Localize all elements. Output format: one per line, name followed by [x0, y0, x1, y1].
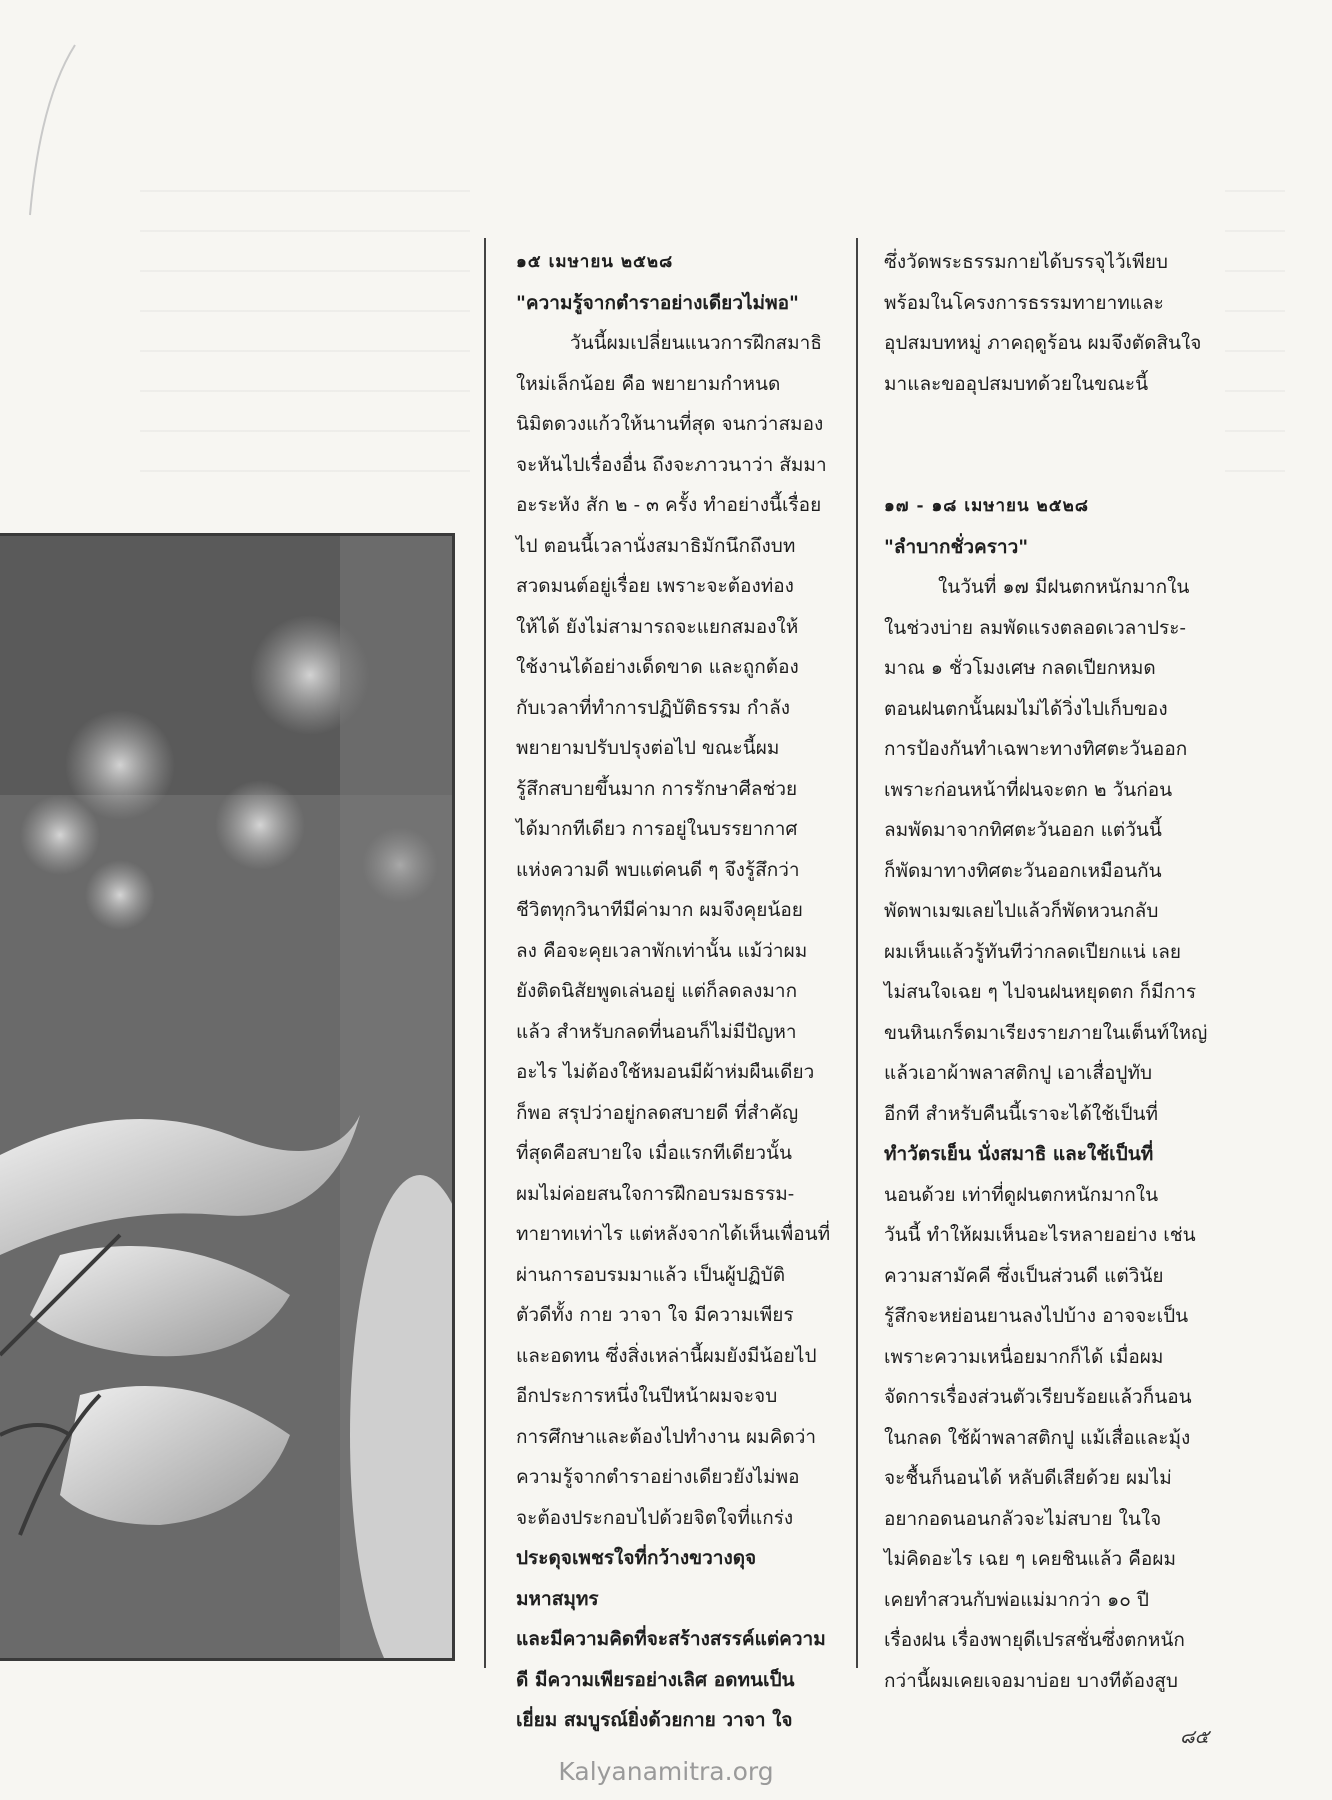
body-line: ผ่านการอบรมมาแล้ว เป็นผู้ปฏิบัติ	[516, 1263, 786, 1286]
body-line: เพราะความเหนื่อยมากก็ได้ เมื่อผม	[884, 1345, 1164, 1368]
column-rule-left	[484, 238, 486, 1668]
body-line: ก็พัดมาทางทิศตะวันออกเหมือนกัน	[884, 859, 1162, 882]
body-line: นิมิตดวงแก้วให้นานที่สุด จนกว่าสมอง	[516, 413, 824, 435]
body-line: ความสามัคคี ซึ่งเป็นส่วนดี แต่วินัย	[884, 1264, 1164, 1287]
body-line: อยากอดนอนกลัวจะไม่สบาย ในใจ	[884, 1507, 1162, 1530]
body-line: วันนี้ผมเปลี่ยนแนวการฝึกสมาธิ	[570, 332, 822, 354]
body-line: ในช่วงบ่าย ลมพัดแรงตลอดเวลาประ-	[884, 616, 1186, 639]
body-line: ยังติดนิสัยพูดเล่นอยู่ แต่ก็ลดลงมาก	[516, 980, 798, 1002]
body-line: อะระหัง สัก ๒ - ๓ ครั้ง ทำอย่างนี้เรื่อย	[516, 494, 822, 516]
body-line: ใช้งานได้อย่างเด็ดขาด และถูกต้อง	[516, 656, 799, 678]
body-line: พัดพาเมฆเลยไปแล้วก็พัดหวนกลับ	[884, 900, 1159, 922]
body-line: ทายาทเท่าไร แต่หลังจากได้เห็นเพื่อนที่	[516, 1223, 831, 1245]
body-line: จะหันไปเรื่องอื่น ถึงจะภาวนาว่า สัมมา	[516, 453, 827, 476]
body-line: อุปสมบทหมู่ ภาคฤดูร้อน ผมจึงตัดสินใจ	[884, 332, 1202, 354]
body-line: ไม่สนใจเฉย ๆ ไปจนฝนหยุดตก ก็มีการ	[884, 981, 1197, 1003]
body-line: ตัวดีทั้ง กาย วาจา ใจ มีความเพียร	[516, 1304, 794, 1326]
body-line: ได้มากทีเดียว การอยู่ในบรรยากาศ	[516, 818, 798, 840]
body-line: อีกที สำหรับคืนนี้เราจะได้ใช้เป็นที่	[884, 1102, 1159, 1125]
body-line: อีกประการหนึ่งในปีหน้าผมจะจบ	[516, 1385, 778, 1407]
body-line: จะต้องประกอบไปด้วยจิตใจที่แกร่ง	[516, 1506, 794, 1529]
body-line: ประดุจเพชรใจที่กว้างขวางดุจมหาสมุทร	[516, 1547, 757, 1610]
body-line: เรื่องฝน เรื่องพายุดีเปรสชั่นซึ่งตกหนัก	[884, 1629, 1185, 1651]
body-line: ไม่คิดอะไร เฉย ๆ เคยชินแล้ว คือผม	[884, 1548, 1176, 1570]
body-line: การป้องกันทำเฉพาะทางทิศตะวันออก	[884, 738, 1188, 760]
body-line: เคยทำสวนกับพ่อแม่มากว่า ๑๐ ปี	[884, 1588, 1149, 1611]
body-line: เยี่ยม สมบูรณ์ยิ่งด้วยกาย วาจา ใจ	[516, 1709, 793, 1731]
scan-corner-mark	[20, 40, 80, 220]
photo-frame	[0, 1658, 455, 1661]
body-line: แล้วเอาผ้าพลาสติกปู เอาเสื่อปูทับ	[884, 1062, 1153, 1084]
body-line: และมีความคิดที่จะสร้างสรรค์แต่ความ	[516, 1628, 826, 1650]
body-line: ในกลด ใช้ผ้าพลาสติกปู แม้เสื่อและมุ้ง	[884, 1426, 1191, 1449]
watermark: Kalyanamitra.org	[558, 1757, 774, 1786]
body-line: ไป ตอนนี้เวลานั่งสมาธิมักนึกถึงบท	[516, 534, 796, 557]
body-line: มาและขออุปสมบทด้วยในขณะนี้	[884, 372, 1149, 395]
body-line: อะไร ไม่ต้องใช้หมอนมีผ้าห่มผืนเดียว	[516, 1061, 815, 1083]
body-line: ที่สุดคือสบายใจ เมื่อแรกทีเดียวนั้น	[516, 1142, 793, 1164]
body-line: แล้ว สำหรับกลดที่นอนก็ไม่มีปัญหา	[516, 1020, 797, 1043]
body-line: รู้สึกสบายขึ้นมาก การรักษาศีลช่วย	[516, 777, 798, 800]
body-line: สวดมนต์อยู่เรื่อย เพราะจะต้องท่อง	[516, 575, 794, 597]
body-line: ผมไม่ค่อยสนใจการฝึกอบรมธรรม-	[516, 1182, 795, 1205]
entry-headline: "ความรู้จากตำราอย่างเดียวไม่พอ"	[516, 291, 799, 314]
photo-frame	[0, 533, 455, 536]
entry-date: ๑๗ - ๑๘ เมษายน ๒๕๒๘	[884, 496, 1089, 516]
column-right	[884, 242, 1220, 1701]
body-line: ใหม่เล็กน้อย คือ พยายามกำหนด	[516, 372, 781, 395]
body-line: จะชื้นก็นอนได้ หลับดีเสียด้วย ผมไม่	[884, 1467, 1172, 1489]
body-line: พร้อมในโครงการธรรมทายาทและ	[884, 291, 1164, 314]
body-line: ทำวัตรเย็น นั่งสมาธิ และใช้เป็นที่	[884, 1143, 1154, 1165]
entry-date: ๑๕ เมษายน ๒๕๒๘	[516, 252, 674, 272]
body-line: ให้ได้ ยังไม่สามารถจะแยกสมองให้	[516, 615, 799, 638]
body-line: แห่งความดี พบแต่คนดี ๆ จึงรู้สึกว่า	[516, 858, 800, 881]
body-line: ลง คือจะคุยเวลาพักเท่านั้น แม้ว่าผม	[516, 939, 808, 962]
body-line: ซึ่งวัดพระธรรมกายได้บรรจุไว้เพียบ	[884, 251, 1168, 273]
body-line: ตอนฝนตกนั้นผมไม่ได้วิ่งไปเก็บของ	[884, 697, 1168, 720]
body-line: ผมเห็นแล้วรู้ทันทีว่ากลดเปียกแน่ เลย	[884, 940, 1182, 963]
body-line: ดี มีความเพียรอย่างเลิศ อดทนเป็น	[516, 1668, 795, 1691]
body-line: กว่านี้ผมเคยเจอมาบ่อย บางทีต้องสูบ	[884, 1669, 1178, 1692]
body-line: ขนหินเกร็ดมาเรียงรายภายในเต็นท์ใหญ่	[884, 1021, 1208, 1044]
body-line: ในวันที่ ๑๗ มีฝนตกหนักมากใน	[938, 576, 1190, 598]
body-line: และอดทน ซึ่งสิ่งเหล่านี้ผมยังมีน้อยไป	[516, 1344, 817, 1367]
lotus-bud-photo	[0, 535, 452, 1659]
body-line: มาณ ๑ ชั่วโมงเศษ กลดเปียกหมด	[884, 657, 1156, 679]
body-line: ก็พอ สรุปว่าอยู่กลดสบายดี ที่สำคัญ	[516, 1101, 799, 1124]
body-line: ชีวิตทุกวินาทีมีค่ามาก ผมจึงคุยน้อย	[516, 899, 803, 921]
bleed-through-texture-right	[1225, 190, 1285, 510]
body-line: ความรู้จากตำราอย่างเดียวยังไม่พอ	[516, 1466, 800, 1488]
body-line: วันนี้ ทำให้ผมเห็นอะไรหลายอย่าง เช่น	[884, 1224, 1196, 1246]
body-line: พยายามปรับปรุงต่อไป ขณะนี้ผม	[516, 737, 780, 759]
column-middle	[516, 242, 834, 1741]
body-line: การศึกษาและต้องไปทำงาน ผมคิดว่า	[516, 1425, 817, 1448]
photo-frame	[452, 533, 455, 1660]
bleed-through-texture	[140, 190, 470, 510]
body-line: นอนด้วย เท่าที่ดูฝนตกหนักมากใน	[884, 1183, 1159, 1206]
body-line: จัดการเรื่องส่วนตัวเรียบร้อยแล้วก็นอน	[884, 1386, 1192, 1408]
body-line: ลมพัดมาจากทิศตะวันออก แต่วันนี้	[884, 819, 1162, 841]
body-line: กับเวลาที่ทำการปฏิบัติธรรม กำลัง	[516, 696, 791, 719]
page-number: ๘๕	[1180, 1726, 1210, 1748]
body-line: เพราะก่อนหน้าที่ฝนจะตก ๒ วันก่อน	[884, 778, 1173, 801]
body-line: รู้สึกจะหย่อนยานลงไปบ้าง อาจจะเป็น	[884, 1305, 1189, 1327]
entry-headline: "ลำบากชั่วคราว"	[884, 535, 1029, 558]
column-rule-middle	[856, 238, 858, 1668]
